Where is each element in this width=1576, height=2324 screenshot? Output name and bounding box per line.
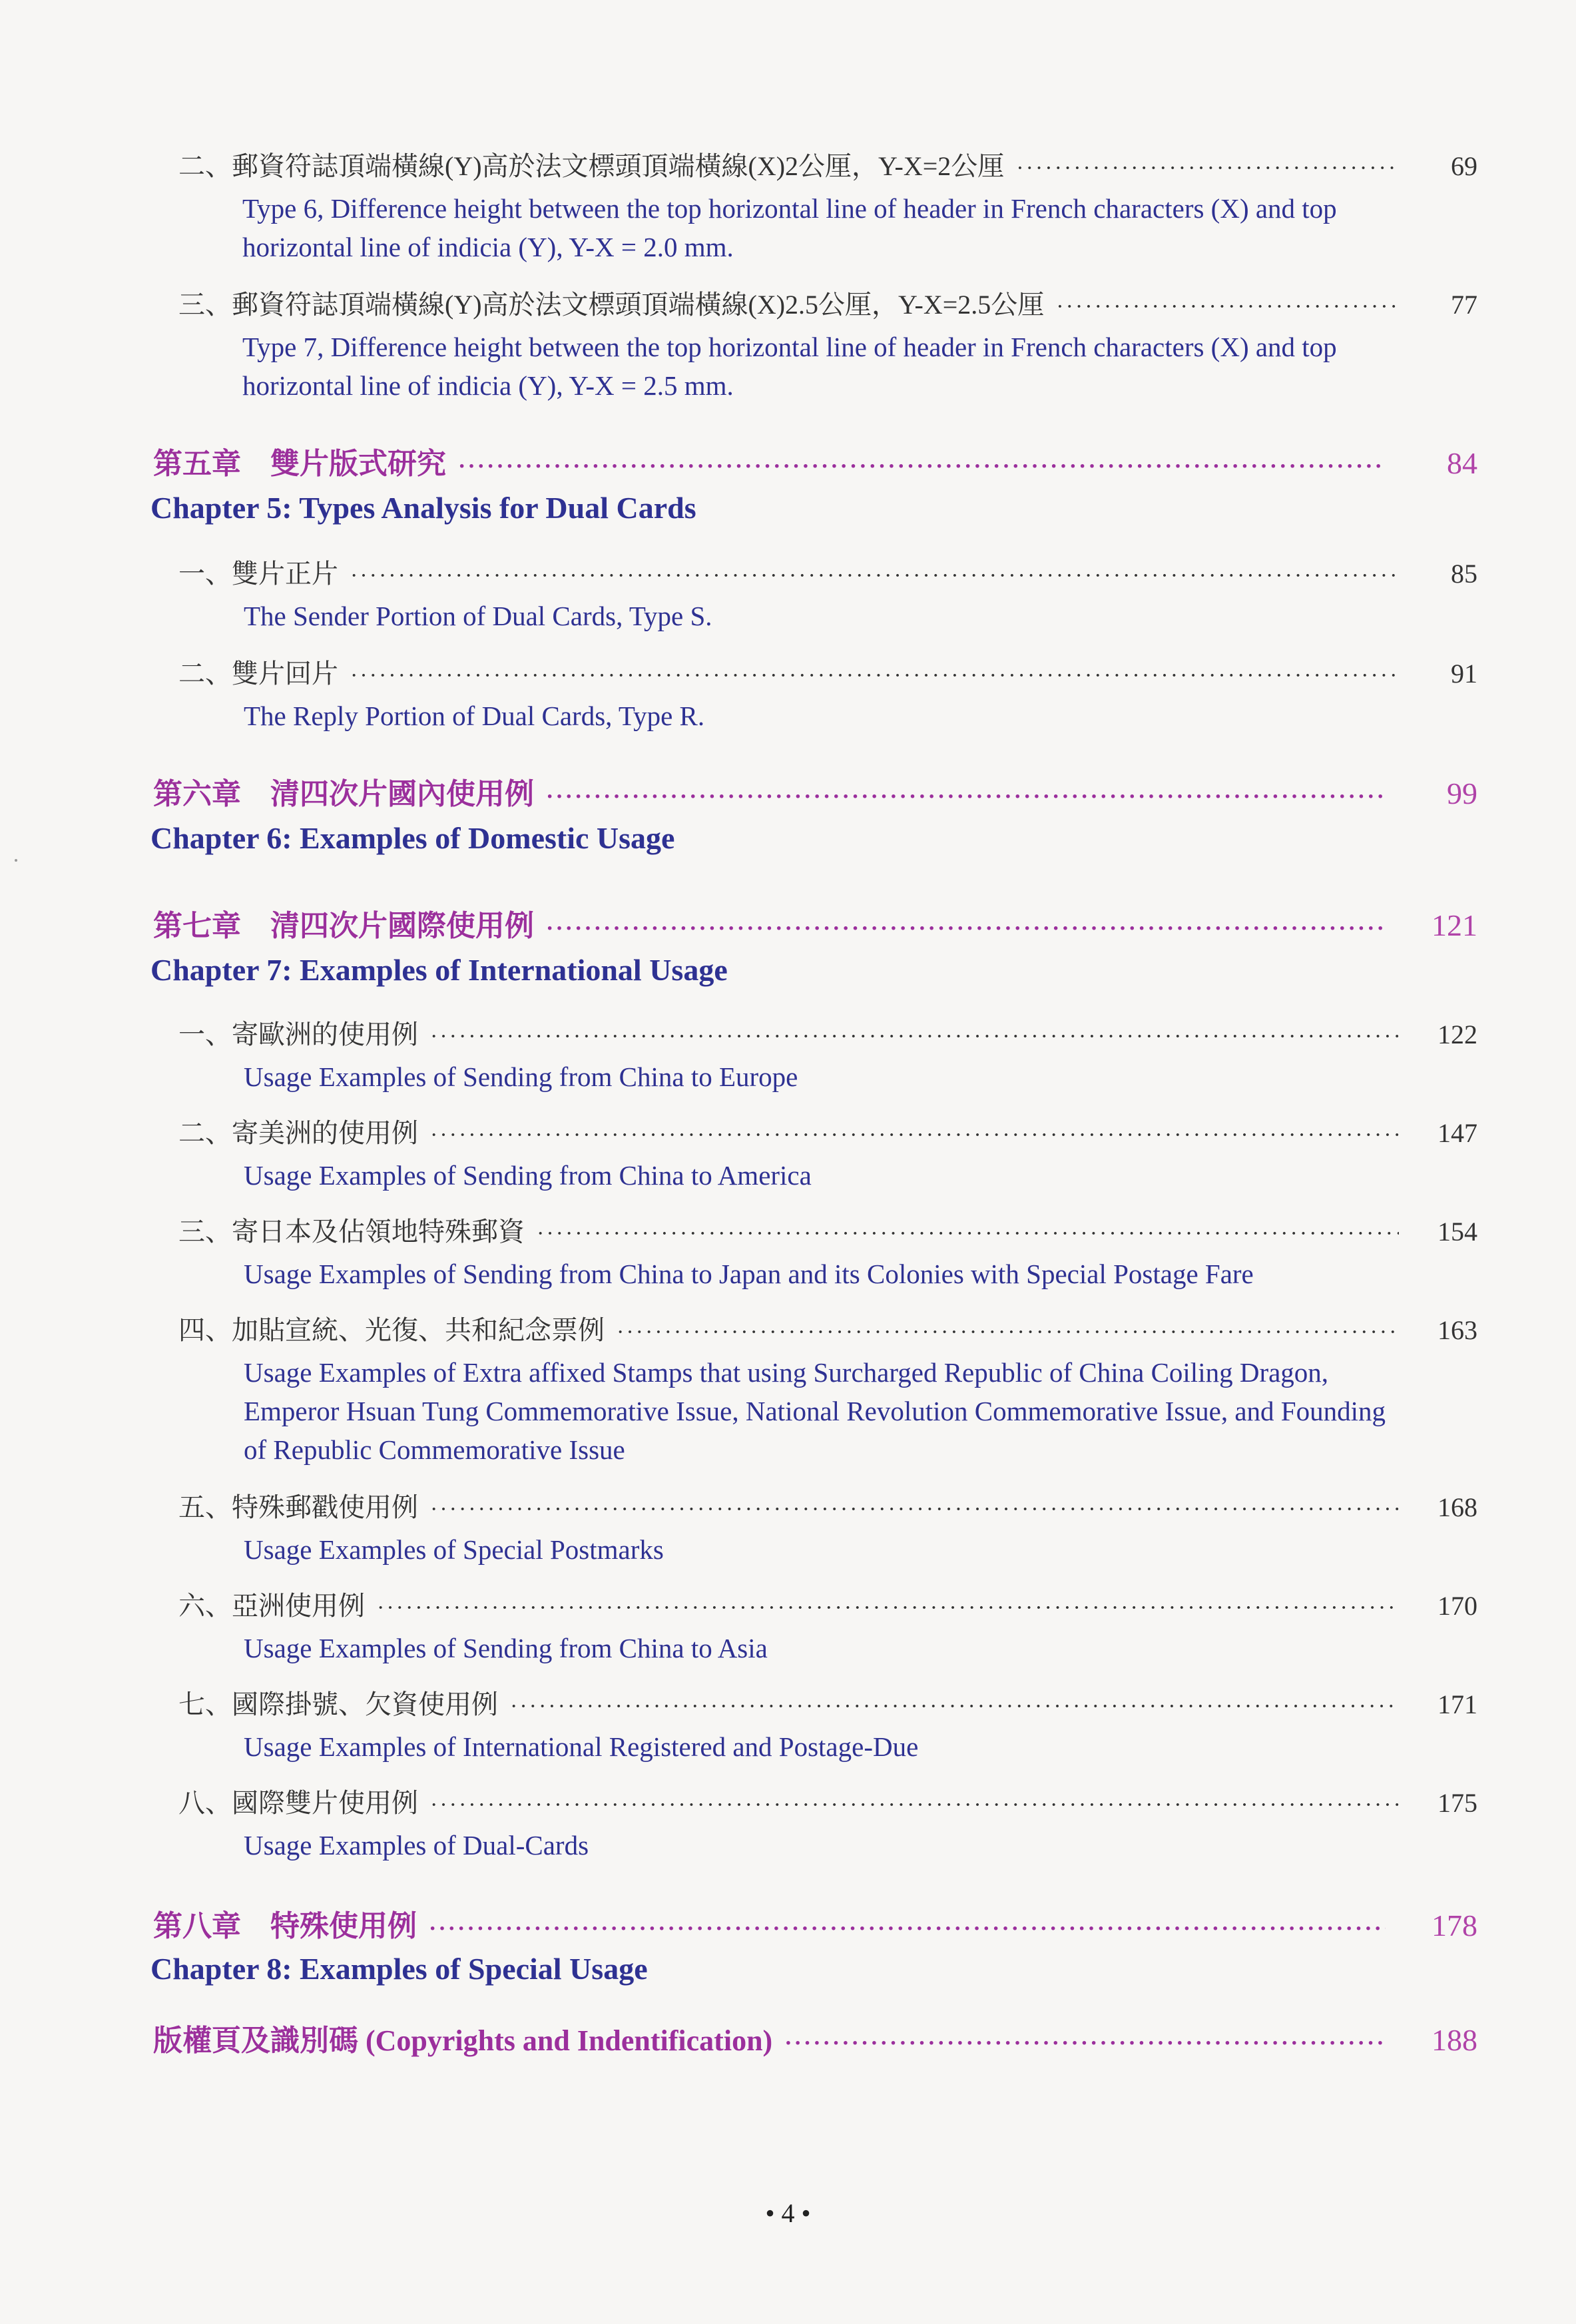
toc-entry-type6[interactable] (0, 145, 1576, 183)
entry-title-zh: 八、國際雙片使用例 (178, 1788, 418, 1818)
leader-dots (377, 1596, 1399, 1621)
leader-dots (429, 1916, 1386, 1942)
page-number: 84 (1447, 446, 1477, 480)
page-number: 91 (1451, 659, 1477, 689)
entry-title-zh: 一、雙片正片 (178, 559, 338, 589)
toc-entry-japan[interactable] (0, 1211, 1576, 1249)
toc-entry-sender-portion[interactable] (0, 553, 1576, 591)
entry-title-en: The Sender Portion of Dual Cards, Type S. (244, 601, 712, 631)
chapter-title-en: Chapter 7: Examples of International Usage (150, 953, 728, 987)
entry-title-en: Type 7, Difference height between the top horizontal line of header in French characters (X) and top horizontal line of indicia (Y), Y-X = 2.5 mm. (242, 332, 1337, 401)
leader-dots (430, 1497, 1399, 1522)
leader-dots (784, 2031, 1386, 2056)
leader-dots (350, 563, 1399, 589)
toc-entry-registered-postage-due[interactable] (0, 1683, 1576, 1721)
entry-title-en: Usage Examples of Special Postmarks (244, 1534, 664, 1565)
entry-title-zh: 三、郵資符誌頂端橫線(Y)高於法文標頭頂端橫線(X)2.5公厘，Y-X=2.5公厘 (178, 290, 1045, 320)
toc-entry-special-postmarks[interactable] (0, 1486, 1576, 1524)
page-number: 168 (1438, 1492, 1477, 1522)
entry-title-zh: 六、亞洲使用例 (178, 1591, 365, 1621)
entry-title-en: Type 6, Difference height between the top horizontal line of header in French characters (X) and top horizontal line of indicia (Y), Y-X = 2.0 mm. (242, 193, 1337, 262)
chapter-title-en: Chapter 8: Examples of Special Usage (150, 1952, 648, 1986)
page-number: 175 (1438, 1788, 1477, 1818)
toc-chapter-8[interactable] (0, 1902, 1576, 1944)
entry-title-en: Usage Examples of Sending from China to Europe (244, 1061, 798, 1092)
entry-title-zh: 二、郵資符誌頂端橫線(Y)高於法文標頭頂端橫線(X)2公厘，Y-X=2公厘 (178, 151, 1005, 181)
page-number: 188 (1432, 2023, 1477, 2057)
scan-mark (15, 859, 17, 862)
toc-entry-reply-portion[interactable] (0, 653, 1576, 691)
page-number: 121 (1432, 908, 1477, 942)
page-number: 154 (1438, 1217, 1477, 1247)
toc-chapter-7[interactable] (0, 902, 1576, 944)
chapter-title-zh: 第五章 雙片版式研究 (153, 447, 446, 480)
entry-title-en: Usage Examples of International Registered and Postage-Due (244, 1731, 919, 1762)
page-number: 171 (1438, 1689, 1477, 1719)
page-folio: • 4 • (765, 2198, 811, 2228)
entry-title-en: Usage Examples of Dual-Cards (244, 1830, 589, 1861)
leader-dots (430, 1024, 1399, 1049)
entry-title-zh: 三、寄日本及佔領地特殊郵資 (178, 1217, 525, 1247)
chapter-title-zh: 第七章 清四次片國際使用例 (153, 910, 534, 942)
chapter-title-en: Chapter 5: Types Analysis for Dual Cards (150, 491, 696, 525)
page-number: 85 (1451, 559, 1477, 589)
page-number: 122 (1438, 1019, 1477, 1049)
entry-title-zh: 一、寄歐洲的使用例 (178, 1019, 418, 1049)
entry-title-zh: 二、雙片回片 (178, 659, 338, 689)
toc-chapter-6[interactable] (0, 770, 1576, 812)
leader-dots (510, 1694, 1399, 1719)
page-number: 170 (1438, 1591, 1477, 1621)
toc-chapter-5[interactable] (0, 439, 1576, 482)
leader-dots (617, 1320, 1399, 1345)
toc-entry-extra-stamps[interactable] (0, 1309, 1576, 1347)
leader-dots (546, 784, 1386, 810)
toc-copyright[interactable] (0, 2016, 1576, 2059)
leader-dots (430, 1123, 1399, 1148)
toc-entry-america[interactable] (0, 1112, 1576, 1150)
page-number: 178 (1432, 1908, 1477, 1942)
leader-dots (546, 916, 1386, 942)
copyright-title: 版權頁及識別碼 (Copyrights and Indentification) (153, 2024, 773, 2057)
chapter-title-zh: 第六章 清四次片國內使用例 (153, 778, 534, 810)
page-number: 77 (1451, 290, 1477, 320)
entry-title-zh: 七、國際掛號、欠資使用例 (178, 1689, 498, 1719)
entry-title-en: Usage Examples of Sending from China to Japan and its Colonies with Special Postage Fare (244, 1259, 1254, 1289)
toc-entry-dual-cards[interactable] (0, 1782, 1576, 1820)
page-number: 147 (1438, 1118, 1477, 1148)
page-number: 163 (1438, 1315, 1477, 1345)
entry-title-en: The Reply Portion of Dual Cards, Type R. (244, 701, 705, 731)
leader-dots (350, 663, 1399, 689)
toc-entry-type7[interactable] (0, 284, 1576, 322)
chapter-title-en: Chapter 6: Examples of Domestic Usage (150, 821, 675, 855)
page-number: 99 (1447, 776, 1477, 810)
entry-title-en: Usage Examples of Extra affixed Stamps that using Surcharged Republic of China Coiling Dragon, Emperor Hsuan Tung Commemorative Issue, National Revolution Commemorative Issue, and Founding of Republic Commemorative Issue (244, 1357, 1386, 1465)
entry-title-zh: 五、特殊郵戳使用例 (178, 1492, 418, 1522)
leader-dots (537, 1221, 1399, 1247)
entry-title-zh: 二、寄美洲的使用例 (178, 1118, 418, 1148)
entry-title-en: Usage Examples of Sending from China to Asia (244, 1633, 768, 1663)
leader-dots (1056, 294, 1399, 320)
toc-entry-asia[interactable] (0, 1585, 1576, 1623)
page-number: 69 (1451, 151, 1477, 181)
leader-dots (430, 1793, 1399, 1818)
chapter-title-zh: 第八章 特殊使用例 (153, 1910, 417, 1942)
toc-entry-europe[interactable] (0, 1014, 1576, 1051)
leader-dots (458, 454, 1386, 479)
leader-dots (1016, 156, 1399, 181)
entry-title-en: Usage Examples of Sending from China to America (244, 1160, 812, 1191)
entry-title-zh: 四、加貼宣統、光復、共和紀念票例 (178, 1315, 605, 1345)
